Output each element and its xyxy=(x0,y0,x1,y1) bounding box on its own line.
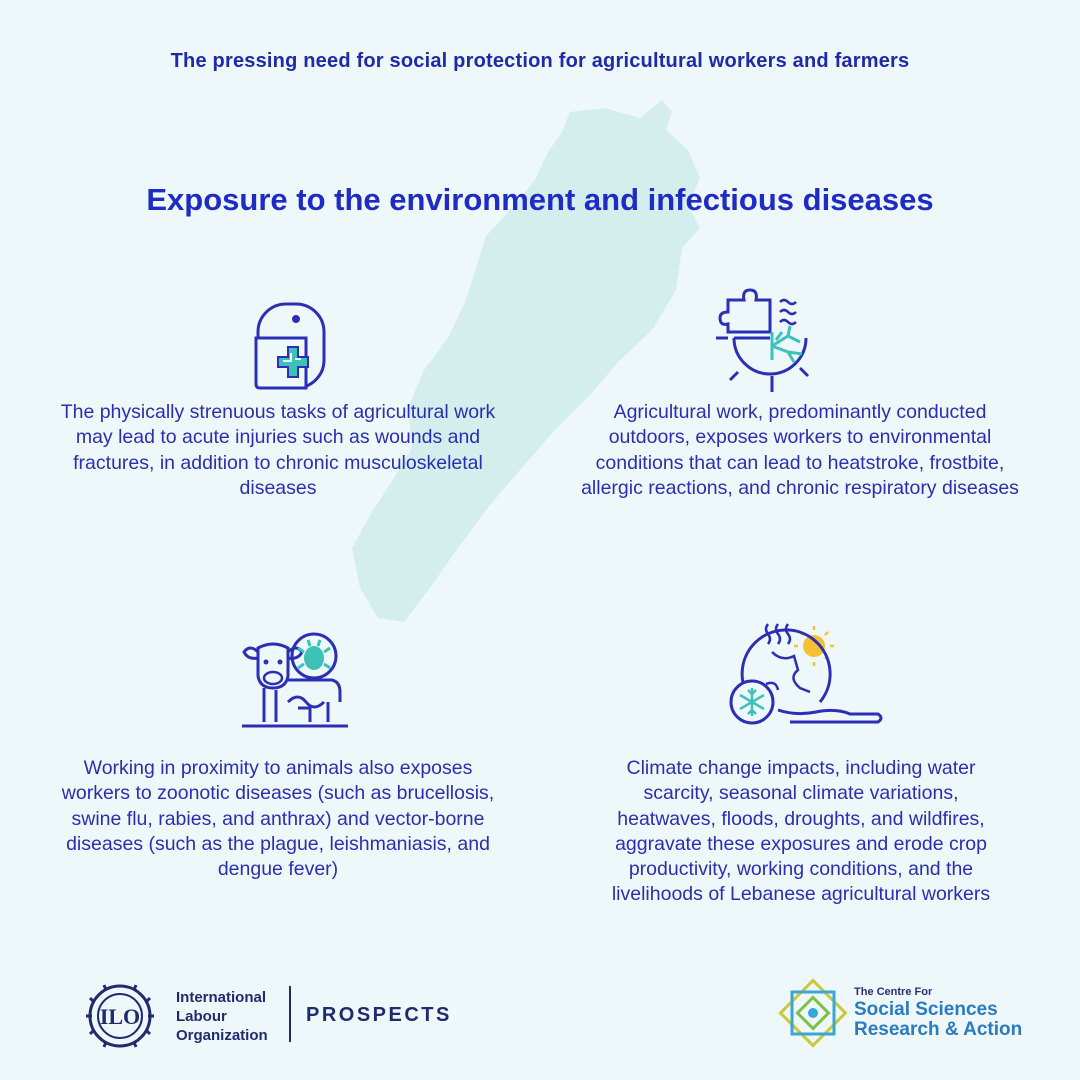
environment-text: Agricultural work, predominantly conducted outdoors, exposes workers to environmental conditions that can lead to heatstroke, frostbite, allergic reactions, and chronic respiratory diseases xyxy=(581,401,1019,499)
zoonotic-text: Working in proximity to animals also exposes workers to zoonotic diseases (such as brucellosis, swine flu, rabies, and anthrax) and vector-borne diseases (such as the plague, leishmaniasis, and dengue fever) xyxy=(61,757,495,881)
cssra-name-line2: Research & Action xyxy=(854,1019,1023,1040)
cssra-emblem-icon xyxy=(778,978,848,1048)
ilo-name-line2: Labour xyxy=(176,1008,227,1025)
bandage-roll-icon xyxy=(250,300,332,392)
injuries-text: The physically strenuous tasks of agricultural work may lead to acute injuries such as wounds and fractures, in addition to chronic musculoskeletal diseases xyxy=(60,401,496,499)
supertitle: The pressing need for social protection for agricultural workers and farmers xyxy=(170,50,910,72)
melting-globe-icon xyxy=(726,622,884,726)
cssra-small-text: The Centre For xyxy=(854,986,933,998)
page-title: Exposure to the environment and infectious diseases xyxy=(146,182,934,217)
prospects-logo-text: PROSPECTS xyxy=(306,1004,452,1026)
ilo-emblem-text: ILO xyxy=(99,1004,141,1029)
ilo-prospects-logo xyxy=(80,982,480,1052)
climate-text: Climate change impacts, including water scarcity, seasonal climate variations, heatwaves, floods, droughts, and wildfires, aggravate these exposures and erode crop productivity, working conditions, and the livelihoods of Lebanese agricultural workers xyxy=(611,757,991,906)
cssra-name xyxy=(854,1000,1022,1040)
cssra-name-line1: Social Sciences xyxy=(854,999,998,1020)
cssra-logo xyxy=(778,978,1028,1048)
cow-virus-icon xyxy=(240,630,350,730)
weather-conditions-icon xyxy=(712,282,816,396)
ilo-name-line1: International xyxy=(176,989,267,1006)
logo-divider xyxy=(289,986,291,1042)
ilo-name xyxy=(176,988,268,1045)
ilo-name-line3: Organization xyxy=(176,1027,268,1044)
ilo-emblem-icon xyxy=(80,982,164,1052)
